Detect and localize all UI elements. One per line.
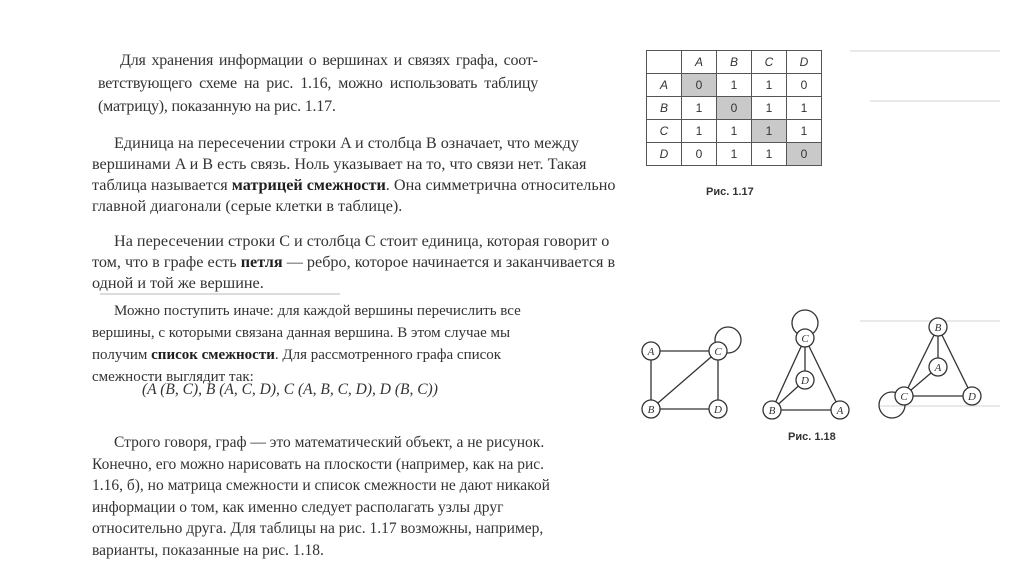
matrix-corner-cell (647, 51, 682, 74)
graph-variant-1 (651, 327, 741, 409)
matrix-cell: 1 (752, 143, 787, 166)
figure-caption-1-18: Рис. 1.18 (788, 431, 836, 443)
matrix-cell: 0 (682, 74, 717, 97)
p3-text-a: На пересечении строки C и столбца C стоит единица, которая говорит о том, что в графе есть (92, 232, 610, 271)
matrix-cell: 1 (717, 120, 752, 143)
graph-node-label: D (714, 404, 722, 416)
graph-variant-3 (879, 327, 972, 418)
paragraph-loop (92, 231, 622, 294)
paragraph-intro-text: Для хранения информации о вершинах и связях графа, соответствующего схеме на рис. 1.16, можно использовать таблицу (матрицу), показанную на рис. 1.17. (98, 52, 538, 115)
graph-variant-2 (772, 310, 840, 410)
matrix-cell: 1 (787, 120, 822, 143)
p3-text-b: — ребро, которое начинается и заканчивается в одной и той же вершине. (92, 253, 616, 292)
term-adjacency-matrix: матрицей смежности (231, 176, 386, 194)
bleed-mark (870, 100, 1000, 102)
matrix-cell: 1 (787, 97, 822, 120)
matrix-cell: 0 (787, 143, 822, 166)
graph-node-label: D (801, 375, 809, 387)
graph-node-label: A (647, 346, 655, 358)
matrix-col-header: D (787, 51, 822, 74)
graph-variants-figure (620, 295, 1005, 435)
matrix-row-header: B (647, 97, 682, 120)
matrix-col-header: B (717, 51, 752, 74)
p4-text-a: Можно поступить иначе: для каждой вершины перечислить все вершины, с которыми связана данная вершина. В этом случае мы получим (92, 303, 521, 363)
graph-node-label: A (836, 405, 844, 417)
graph-node-label: C (801, 333, 809, 345)
matrix-cell: 1 (682, 97, 717, 120)
graph-node-label: B (768, 405, 776, 417)
p5-text: Строго говоря, граф — это математический объект, а не рисунок. Конечно, его можно нарисовать на плоскости (например, как на рис. 1.16, б), но матрица смежности и список смежности не дают никакой информации о том, как именно следует располагать узлы друг относительно друга. Для таблицы на рис. 1.17 возможны, например, варианты, показанные на рис. 1.18. (92, 434, 550, 559)
paragraph-graph-object (92, 432, 562, 561)
matrix-cell: 1 (717, 143, 752, 166)
matrix-cell: 0 (787, 74, 822, 97)
matrix-header-row (647, 51, 822, 74)
matrix-row-header: C (647, 120, 682, 143)
paragraph-adjacency-list (92, 300, 552, 388)
term-adjacency-list: список смежности (151, 347, 275, 363)
graph-node-label: D (968, 391, 976, 403)
graph-node-label: B (934, 322, 942, 334)
matrix-row-header: D (647, 143, 682, 166)
matrix-row (647, 120, 822, 143)
matrix-row (647, 74, 822, 97)
paragraph-intro (98, 49, 538, 118)
matrix-cell: 1 (682, 120, 717, 143)
matrix-cell: 1 (752, 120, 787, 143)
matrix-col-header: A (682, 51, 717, 74)
graph-node-label: B (647, 404, 655, 416)
matrix-cell: 0 (682, 143, 717, 166)
graph-node-label: C (900, 391, 908, 403)
matrix-col-header: C (752, 51, 787, 74)
graph-edge (651, 351, 718, 409)
bleed-mark (850, 50, 1000, 52)
matrix-row-header: A (647, 74, 682, 97)
adjacency-list-formula: (A (B, C), B (A, C, D), C (A, B, C, D), D (B, C)) (142, 381, 438, 398)
figure-caption-1-17: Рис. 1.17 (706, 186, 754, 198)
p2-text-a: Единица на пересечении строки A и столбца B означает, что между вершинами A и B есть связь. Ноль указывает на то, что связи нет. Такая таблица называется (92, 134, 587, 194)
matrix-cell: 1 (717, 74, 752, 97)
matrix-cell: 1 (752, 74, 787, 97)
p2-text-b: . Она симметрична относительно главной диагонали (серые клетки в таблице). (92, 176, 616, 215)
graph-node-label: C (714, 346, 722, 358)
paragraph-matrix-definition (92, 133, 622, 217)
matrix-row (647, 97, 822, 120)
term-loop: петля (240, 253, 283, 271)
p4-text-b: . Для рассмотренного графа список смежности выглядит так: (92, 347, 502, 385)
matrix-row (647, 143, 822, 166)
matrix-cell: 0 (717, 97, 752, 120)
adjacency-matrix-table (646, 50, 822, 166)
matrix-cell: 1 (752, 97, 787, 120)
graph-node-label: A (934, 362, 942, 374)
